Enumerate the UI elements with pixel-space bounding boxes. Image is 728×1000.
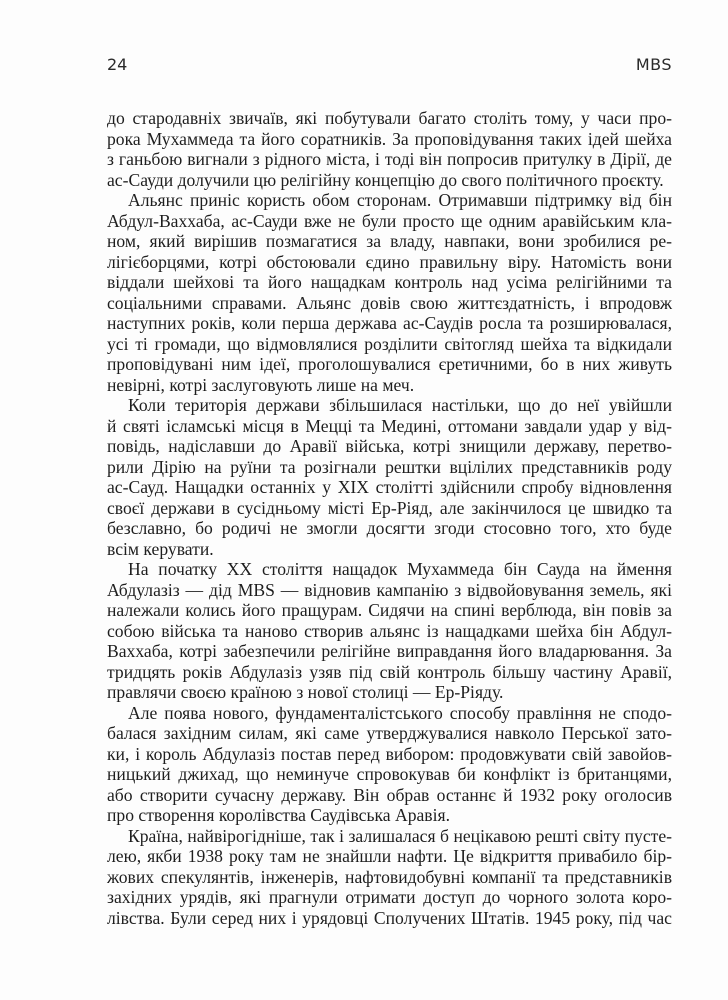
text-line: лею, якби 1938 року там не знайшли нафти. Це відкриття привабило бір-	[107, 846, 672, 866]
text-line: тридцять років Абдулазіз узяв під свій контроль більшу частину Аравії,	[107, 661, 672, 682]
text-line: жових спекулянтів, інженерів, нафтовидобувні компанії та представників	[107, 866, 672, 887]
paragraph	[107, 395, 672, 559]
text-line: всім керувати.	[107, 538, 214, 559]
text-line: належали колись його пращурам. Сидячи на спині верблюда, він повів за	[107, 600, 672, 620]
text-line: віддали шейхові та його нащадкам контроль над усіма релігійними та	[107, 272, 672, 292]
text-line: ницький джихад, що неминуче спровокував би конфлікт із британцями,	[107, 764, 672, 784]
text-line: балася західним силам, які саме утверджувалися навколо Перської зато-	[107, 723, 672, 743]
text-line: лігієборцями, котрі обстоювали єдино правильну віру. Натомість вони	[107, 251, 672, 272]
text-line: На початку XX століття нащадок Мухаммеда бін Сауда на ймення	[128, 559, 672, 579]
text-line: Країна, найвірогідніше, так і залишалася б нецікавою решті світу пусте-	[128, 825, 672, 846]
running-title: MBS	[635, 55, 672, 74]
text-line: невірні, котрі заслуговують лише на меч.	[107, 374, 415, 395]
text-line: правлячи своєю країною з нової столиці — Ер-Ріяду.	[107, 682, 504, 702]
text-line: Абдулазіз — дід MBS — відновив кампанію з відвойовування земель, які	[107, 579, 672, 600]
paragraph	[107, 703, 672, 826]
paragraph	[107, 826, 672, 929]
text-line: з ганьбою вигнали з рідного міста, і тоді він попросив притулку в Дірії, де	[107, 149, 672, 169]
text-line: усі ті громади, що відмовлялися розділити світогляд шейха та відкидали	[107, 333, 672, 354]
text-line: рока Мухаммеда та його соратників. За проповідування таких ідей шейха	[107, 128, 672, 149]
text-line: Коли територія держави збільшилася настільки, що до неї увійшли	[128, 395, 672, 415]
text-line: рили Дірію на руїни та розігнали рештки вцілілих представників роду	[107, 456, 672, 477]
page-number: 24	[107, 55, 128, 74]
text-line: про створення королівства Саудівська Аравія.	[107, 805, 450, 825]
text-line: Абдул-Ваххаба, ас-Сауди вже не були просто ще одним аравійським кла-	[107, 210, 672, 231]
text-line: проповідувані ним ідеї, проголошувалися єретичними, бо в них живуть	[107, 354, 672, 374]
text-line: повідь, надіславши до Аравії війська, котрі знищили державу, перетво-	[107, 436, 672, 456]
text-line: собою війська та наново створив альянс із нащадками шейха бін Абдул-	[107, 620, 672, 641]
text-line: до стародавніх звичаїв, які побутували багато століть тому, у часи про-	[107, 108, 672, 128]
text-line: своєї держави в сусідньому місті Ер-Ріяд, але закінчилося це швидко та	[107, 497, 672, 518]
paragraph	[107, 108, 672, 190]
text-line: західних урядів, які прагнули отримати доступ до чорного золота коро-	[107, 887, 672, 907]
body-text	[107, 108, 672, 928]
text-line: Альянс приніс користь обом сторонам. Отримавши підтримку від бін	[128, 190, 672, 210]
text-line: наступних років, коли перша держава ас-Саудів росла та розширювалася,	[107, 313, 672, 333]
text-line: або створити сучасну державу. Він обрав останнє й 1932 року оголосив	[107, 784, 672, 805]
text-line: ном, який вирішив позмагатися за владу, навпаки, вони зробилися ре-	[107, 231, 672, 251]
text-line: й святі ісламські місця в Мецці та Медині, оттомани завдали удар у від-	[107, 415, 672, 436]
text-line: Але поява нового, фундаменталістського способу правління не сподо-	[128, 702, 672, 723]
text-line: соціальними справами. Альянс довів свою життєздатність, і впродовж	[107, 292, 672, 313]
text-line: ки, і король Абдулазіз постав перед вибором: продовжувати свій завойов-	[107, 743, 672, 764]
page-header	[107, 55, 672, 79]
paragraph	[107, 559, 672, 703]
text-line: безславно, бо родичі не змогли досягти згоди стосовно того, хто буде	[107, 518, 672, 538]
text-line: ас-Сауди долучили цю релігійну концепцію до свого політичного проєкту.	[107, 169, 664, 190]
paragraph	[107, 190, 672, 395]
text-line: лівства. Були серед них і урядовці Сполучених Штатів. 1945 року, під час	[107, 907, 672, 928]
text-line: Ваххаба, котрі забезпечили релігійне виправдання його владарювання. За	[107, 641, 672, 661]
text-line: ас-Сауд. Нащадки останніх у XIX столітті здійснили спробу відновлення	[107, 477, 672, 497]
